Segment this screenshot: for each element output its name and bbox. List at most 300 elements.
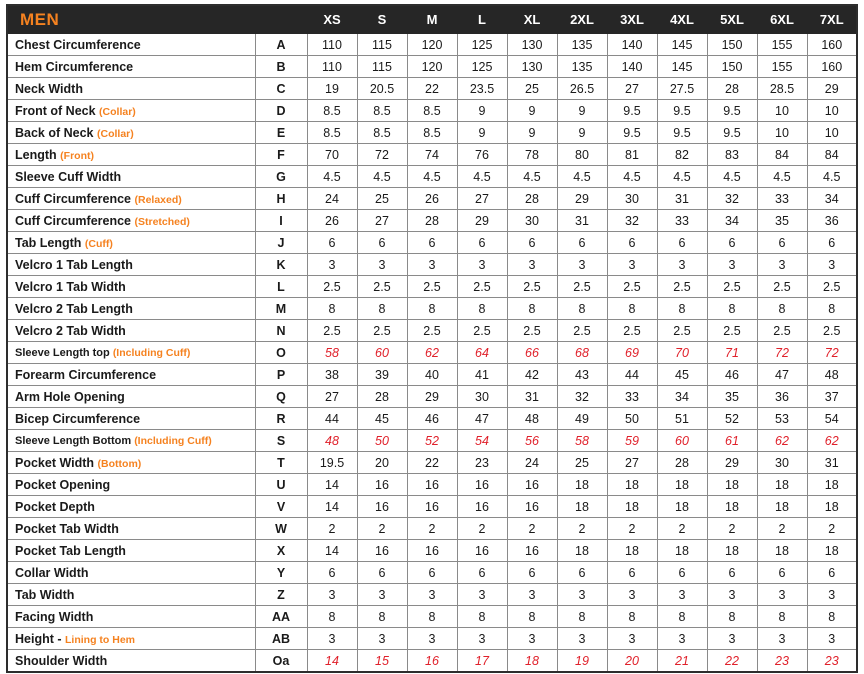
measurement-code: W: [255, 518, 307, 540]
size-value-m: 120: [407, 56, 457, 78]
size-value-xs: 44: [307, 408, 357, 430]
measurement-code: Q: [255, 386, 307, 408]
table-row: [7, 430, 857, 452]
size-value-s: 20.5: [357, 78, 407, 100]
size-value-7xl: 2: [807, 518, 857, 540]
size-value-xs: 70: [307, 144, 357, 166]
size-value-4xl: 34: [657, 386, 707, 408]
size-value-3xl: 27: [607, 452, 657, 474]
measurement-label: Pocket Tab Width: [15, 521, 119, 536]
size-value-2xl: 25: [557, 452, 607, 474]
size-value-4xl: 18: [657, 474, 707, 496]
size-value-3xl: 8: [607, 298, 657, 320]
measurement-code: F: [255, 144, 307, 166]
measurement-name: [7, 342, 255, 364]
size-value-l: 6: [457, 232, 507, 254]
size-value-4xl: 9.5: [657, 122, 707, 144]
size-value-7xl: 18: [807, 540, 857, 562]
measurement-code: J: [255, 232, 307, 254]
size-value-xs: 3: [307, 628, 357, 650]
size-value-2xl: 80: [557, 144, 607, 166]
size-value-4xl: 4.5: [657, 166, 707, 188]
size-value-5xl: 18: [707, 496, 757, 518]
size-value-xs: 2: [307, 518, 357, 540]
measurement-label: Velcro 1 Tab Width: [15, 279, 126, 294]
measurement-label: Chest Circumference: [15, 37, 141, 52]
measurement-label: Sleeve Cuff Width: [15, 169, 122, 184]
size-value-l: 16: [457, 474, 507, 496]
size-value-6xl: 84: [757, 144, 807, 166]
size-value-5xl: 6: [707, 232, 757, 254]
size-value-7xl: 6: [807, 562, 857, 584]
table-row: [7, 628, 857, 650]
measurement-name: [7, 100, 255, 122]
size-value-7xl: 3: [807, 584, 857, 606]
size-value-6xl: 30: [757, 452, 807, 474]
size-value-m: 62: [407, 342, 457, 364]
size-chart-table: [6, 4, 858, 673]
size-value-7xl: 54: [807, 408, 857, 430]
size-value-xs: 6: [307, 232, 357, 254]
size-value-3xl: 6: [607, 232, 657, 254]
size-value-m: 8: [407, 606, 457, 628]
measurement-label: Tab Length: [15, 235, 82, 250]
size-value-xs: 24: [307, 188, 357, 210]
measurement-code: B: [255, 56, 307, 78]
size-value-m: 16: [407, 650, 457, 673]
size-value-6xl: 6: [757, 232, 807, 254]
size-value-6xl: 18: [757, 496, 807, 518]
measurement-label: Length: [15, 147, 57, 162]
measurement-label: Neck Width: [15, 81, 83, 96]
table-row: [7, 56, 857, 78]
size-value-5xl: 32: [707, 188, 757, 210]
size-value-7xl: 160: [807, 56, 857, 78]
size-value-7xl: 23: [807, 650, 857, 673]
size-value-3xl: 2.5: [607, 276, 657, 298]
size-value-m: 3: [407, 254, 457, 276]
measurement-note: (Front): [60, 149, 94, 162]
table-row: [7, 650, 857, 673]
size-value-xs: 38: [307, 364, 357, 386]
size-value-m: 22: [407, 452, 457, 474]
table-row: [7, 584, 857, 606]
size-value-6xl: 155: [757, 56, 807, 78]
measurement-code: Oa: [255, 650, 307, 673]
size-value-3xl: 20: [607, 650, 657, 673]
measurement-name: [7, 144, 255, 166]
size-value-l: 9: [457, 100, 507, 122]
size-header-3xl: 3XL: [607, 5, 657, 34]
size-value-4xl: 6: [657, 232, 707, 254]
size-value-2xl: 29: [557, 188, 607, 210]
measurement-code: AB: [255, 628, 307, 650]
size-value-4xl: 2: [657, 518, 707, 540]
size-header-2xl: 2XL: [557, 5, 607, 34]
measurement-note: (Bottom): [97, 457, 142, 470]
size-value-s: 25: [357, 188, 407, 210]
measurement-name: [7, 386, 255, 408]
measurement-label: Forearm Circumference: [15, 367, 157, 382]
size-value-xl: 56: [507, 430, 557, 452]
size-value-5xl: 3: [707, 254, 757, 276]
measurement-code: Z: [255, 584, 307, 606]
size-value-l: 41: [457, 364, 507, 386]
table-row: [7, 562, 857, 584]
size-value-7xl: 2.5: [807, 320, 857, 342]
size-value-l: 47: [457, 408, 507, 430]
size-value-3xl: 81: [607, 144, 657, 166]
size-value-l: 23: [457, 452, 507, 474]
size-value-xs: 2.5: [307, 320, 357, 342]
size-value-s: 16: [357, 496, 407, 518]
size-value-2xl: 58: [557, 430, 607, 452]
size-value-l: 9: [457, 122, 507, 144]
size-value-xs: 14: [307, 540, 357, 562]
size-value-xl: 66: [507, 342, 557, 364]
size-value-s: 8: [357, 606, 407, 628]
size-value-l: 30: [457, 386, 507, 408]
size-value-2xl: 135: [557, 56, 607, 78]
size-value-s: 8.5: [357, 100, 407, 122]
size-value-xs: 48: [307, 430, 357, 452]
size-value-5xl: 35: [707, 386, 757, 408]
table-row: [7, 452, 857, 474]
measurement-name: [7, 276, 255, 298]
size-value-3xl: 3: [607, 254, 657, 276]
size-header-m: M: [407, 5, 457, 34]
size-value-7xl: 37: [807, 386, 857, 408]
size-value-3xl: 2: [607, 518, 657, 540]
measurement-code: N: [255, 320, 307, 342]
size-value-2xl: 135: [557, 34, 607, 56]
size-value-3xl: 8: [607, 606, 657, 628]
size-value-5xl: 9.5: [707, 100, 757, 122]
size-value-5xl: 18: [707, 540, 757, 562]
measurement-code: K: [255, 254, 307, 276]
size-value-xs: 14: [307, 650, 357, 673]
size-value-m: 40: [407, 364, 457, 386]
size-value-7xl: 34: [807, 188, 857, 210]
measurement-name: [7, 122, 255, 144]
measurement-name: [7, 298, 255, 320]
size-value-xs: 110: [307, 34, 357, 56]
size-value-xl: 3: [507, 254, 557, 276]
measurement-label: Height -: [15, 631, 62, 646]
size-value-6xl: 2.5: [757, 320, 807, 342]
size-value-m: 8: [407, 298, 457, 320]
measurement-name: [7, 56, 255, 78]
size-value-6xl: 2: [757, 518, 807, 540]
size-value-4xl: 60: [657, 430, 707, 452]
size-value-xs: 2.5: [307, 276, 357, 298]
size-value-6xl: 47: [757, 364, 807, 386]
size-value-xl: 9: [507, 122, 557, 144]
size-value-2xl: 49: [557, 408, 607, 430]
measurement-note: Lining to Hem: [65, 633, 136, 646]
size-value-l: 29: [457, 210, 507, 232]
measurement-label: Cuff Circumference: [15, 213, 131, 228]
size-header-7xl: 7XL: [807, 5, 857, 34]
size-value-l: 64: [457, 342, 507, 364]
size-value-xs: 27: [307, 386, 357, 408]
measurement-name: [7, 78, 255, 100]
size-value-s: 15: [357, 650, 407, 673]
size-value-2xl: 6: [557, 232, 607, 254]
size-value-xl: 16: [507, 496, 557, 518]
size-value-3xl: 18: [607, 540, 657, 562]
table-row: [7, 474, 857, 496]
measurement-label: Cuff Circumference: [15, 191, 131, 206]
size-value-m: 6: [407, 562, 457, 584]
size-value-6xl: 6: [757, 562, 807, 584]
size-value-5xl: 28: [707, 78, 757, 100]
size-value-2xl: 18: [557, 474, 607, 496]
size-value-2xl: 18: [557, 540, 607, 562]
size-value-4xl: 51: [657, 408, 707, 430]
size-header-l: L: [457, 5, 507, 34]
size-value-4xl: 3: [657, 254, 707, 276]
measurement-code: I: [255, 210, 307, 232]
size-value-3xl: 9.5: [607, 122, 657, 144]
size-value-l: 23.5: [457, 78, 507, 100]
size-value-xs: 19.5: [307, 452, 357, 474]
measurement-name: [7, 320, 255, 342]
size-value-5xl: 3: [707, 628, 757, 650]
size-value-xs: 3: [307, 254, 357, 276]
size-value-3xl: 32: [607, 210, 657, 232]
size-value-s: 45: [357, 408, 407, 430]
size-value-xs: 4.5: [307, 166, 357, 188]
size-value-4xl: 21: [657, 650, 707, 673]
size-value-s: 6: [357, 562, 407, 584]
measurement-label: Velcro 2 Tab Length: [15, 301, 133, 316]
size-value-6xl: 18: [757, 474, 807, 496]
size-value-7xl: 31: [807, 452, 857, 474]
measurement-name: [7, 210, 255, 232]
size-value-2xl: 6: [557, 562, 607, 584]
size-value-xs: 19: [307, 78, 357, 100]
size-value-s: 2: [357, 518, 407, 540]
size-value-m: 74: [407, 144, 457, 166]
size-value-5xl: 2.5: [707, 276, 757, 298]
size-value-4xl: 45: [657, 364, 707, 386]
size-value-5xl: 9.5: [707, 122, 757, 144]
size-value-l: 4.5: [457, 166, 507, 188]
size-value-s: 4.5: [357, 166, 407, 188]
size-value-2xl: 18: [557, 496, 607, 518]
size-value-5xl: 52: [707, 408, 757, 430]
size-value-s: 72: [357, 144, 407, 166]
size-value-6xl: 36: [757, 386, 807, 408]
size-value-7xl: 18: [807, 474, 857, 496]
size-value-7xl: 36: [807, 210, 857, 232]
size-value-s: 2.5: [357, 320, 407, 342]
size-value-6xl: 53: [757, 408, 807, 430]
measurement-label: Velcro 2 Tab Width: [15, 323, 126, 338]
measurement-name: [7, 540, 255, 562]
size-value-xl: 25: [507, 78, 557, 100]
size-value-l: 3: [457, 254, 507, 276]
size-value-s: 8: [357, 298, 407, 320]
table-row: [7, 298, 857, 320]
measurement-code: P: [255, 364, 307, 386]
header-row: [7, 5, 857, 34]
size-value-xl: 9: [507, 100, 557, 122]
measurement-name: [7, 562, 255, 584]
size-value-l: 8: [457, 606, 507, 628]
size-value-s: 39: [357, 364, 407, 386]
table-row: [7, 342, 857, 364]
size-value-3xl: 18: [607, 496, 657, 518]
measurement-code: Y: [255, 562, 307, 584]
table-row: [7, 34, 857, 56]
size-value-m: 46: [407, 408, 457, 430]
measurement-code: D: [255, 100, 307, 122]
measurement-label: Pocket Opening: [15, 477, 111, 492]
size-value-2xl: 31: [557, 210, 607, 232]
size-value-m: 8.5: [407, 122, 457, 144]
size-value-xs: 8: [307, 606, 357, 628]
size-value-3xl: 18: [607, 474, 657, 496]
size-value-5xl: 61: [707, 430, 757, 452]
size-value-7xl: 3: [807, 628, 857, 650]
table-row: [7, 518, 857, 540]
size-value-2xl: 3: [557, 584, 607, 606]
size-value-3xl: 27: [607, 78, 657, 100]
size-value-3xl: 6: [607, 562, 657, 584]
size-value-4xl: 82: [657, 144, 707, 166]
size-value-m: 2.5: [407, 276, 457, 298]
measurement-note: (Cuff): [84, 237, 113, 250]
size-value-m: 29: [407, 386, 457, 408]
size-value-xl: 16: [507, 540, 557, 562]
size-value-xl: 4.5: [507, 166, 557, 188]
size-value-xs: 6: [307, 562, 357, 584]
size-value-xl: 8: [507, 606, 557, 628]
size-value-m: 2: [407, 518, 457, 540]
size-value-5xl: 22: [707, 650, 757, 673]
size-value-3xl: 9.5: [607, 100, 657, 122]
size-value-s: 28: [357, 386, 407, 408]
size-value-s: 115: [357, 34, 407, 56]
code-header: [255, 5, 307, 34]
size-value-7xl: 8: [807, 298, 857, 320]
size-value-l: 17: [457, 650, 507, 673]
size-value-s: 3: [357, 584, 407, 606]
table-row: [7, 232, 857, 254]
size-value-4xl: 9.5: [657, 100, 707, 122]
size-value-6xl: 62: [757, 430, 807, 452]
size-value-2xl: 8: [557, 606, 607, 628]
size-value-3xl: 59: [607, 430, 657, 452]
table-row: [7, 254, 857, 276]
size-value-6xl: 3: [757, 628, 807, 650]
size-value-3xl: 30: [607, 188, 657, 210]
size-value-l: 3: [457, 628, 507, 650]
size-value-2xl: 19: [557, 650, 607, 673]
size-value-5xl: 3: [707, 584, 757, 606]
measurement-name: [7, 584, 255, 606]
size-value-3xl: 33: [607, 386, 657, 408]
size-value-7xl: 3: [807, 254, 857, 276]
measurement-label: Facing Width: [15, 609, 94, 624]
size-value-5xl: 2: [707, 518, 757, 540]
measurement-note: (Stretched): [134, 215, 190, 228]
size-value-5xl: 29: [707, 452, 757, 474]
size-value-7xl: 72: [807, 342, 857, 364]
size-value-5xl: 46: [707, 364, 757, 386]
size-value-l: 16: [457, 540, 507, 562]
measurement-note: (Collar): [99, 105, 136, 118]
size-value-2xl: 2.5: [557, 276, 607, 298]
measurement-code: AA: [255, 606, 307, 628]
size-value-xl: 2.5: [507, 276, 557, 298]
table-row: [7, 408, 857, 430]
size-value-l: 27: [457, 188, 507, 210]
size-value-7xl: 10: [807, 100, 857, 122]
size-value-4xl: 145: [657, 56, 707, 78]
size-header-xl: XL: [507, 5, 557, 34]
size-value-m: 3: [407, 584, 457, 606]
size-value-3xl: 4.5: [607, 166, 657, 188]
measurement-code: V: [255, 496, 307, 518]
measurement-name: [7, 496, 255, 518]
size-value-2xl: 3: [557, 254, 607, 276]
measurement-code: X: [255, 540, 307, 562]
size-value-xl: 30: [507, 210, 557, 232]
measurement-label: Hem Circumference: [15, 59, 134, 74]
size-value-5xl: 8: [707, 298, 757, 320]
size-value-2xl: 8: [557, 298, 607, 320]
measurement-label: Arm Hole Opening: [15, 389, 125, 404]
size-value-xl: 42: [507, 364, 557, 386]
table-row: [7, 540, 857, 562]
size-value-xs: 8.5: [307, 100, 357, 122]
measurement-name: [7, 452, 255, 474]
measurement-label: Bicep Circumference: [15, 411, 141, 426]
size-value-l: 3: [457, 584, 507, 606]
size-value-s: 27: [357, 210, 407, 232]
measurement-name: [7, 650, 255, 673]
size-value-m: 16: [407, 496, 457, 518]
size-value-6xl: 10: [757, 100, 807, 122]
size-value-s: 50: [357, 430, 407, 452]
size-value-4xl: 8: [657, 606, 707, 628]
size-value-2xl: 43: [557, 364, 607, 386]
size-value-xl: 28: [507, 188, 557, 210]
table-row: [7, 210, 857, 232]
size-value-7xl: 84: [807, 144, 857, 166]
size-value-xl: 3: [507, 584, 557, 606]
size-value-m: 3: [407, 628, 457, 650]
size-value-3xl: 140: [607, 56, 657, 78]
size-value-4xl: 3: [657, 584, 707, 606]
size-header-6xl: 6XL: [757, 5, 807, 34]
measurement-name: [7, 188, 255, 210]
measurement-note: (Relaxed): [134, 193, 182, 206]
size-value-xl: 24: [507, 452, 557, 474]
size-value-2xl: 26.5: [557, 78, 607, 100]
size-value-xl: 48: [507, 408, 557, 430]
table-body: [7, 34, 857, 673]
measurement-label: Sleeve Length top: [15, 346, 110, 359]
size-value-s: 20: [357, 452, 407, 474]
measurement-label: Shoulder Width: [15, 653, 108, 668]
size-value-s: 3: [357, 628, 407, 650]
measurement-code: R: [255, 408, 307, 430]
table-row: [7, 100, 857, 122]
